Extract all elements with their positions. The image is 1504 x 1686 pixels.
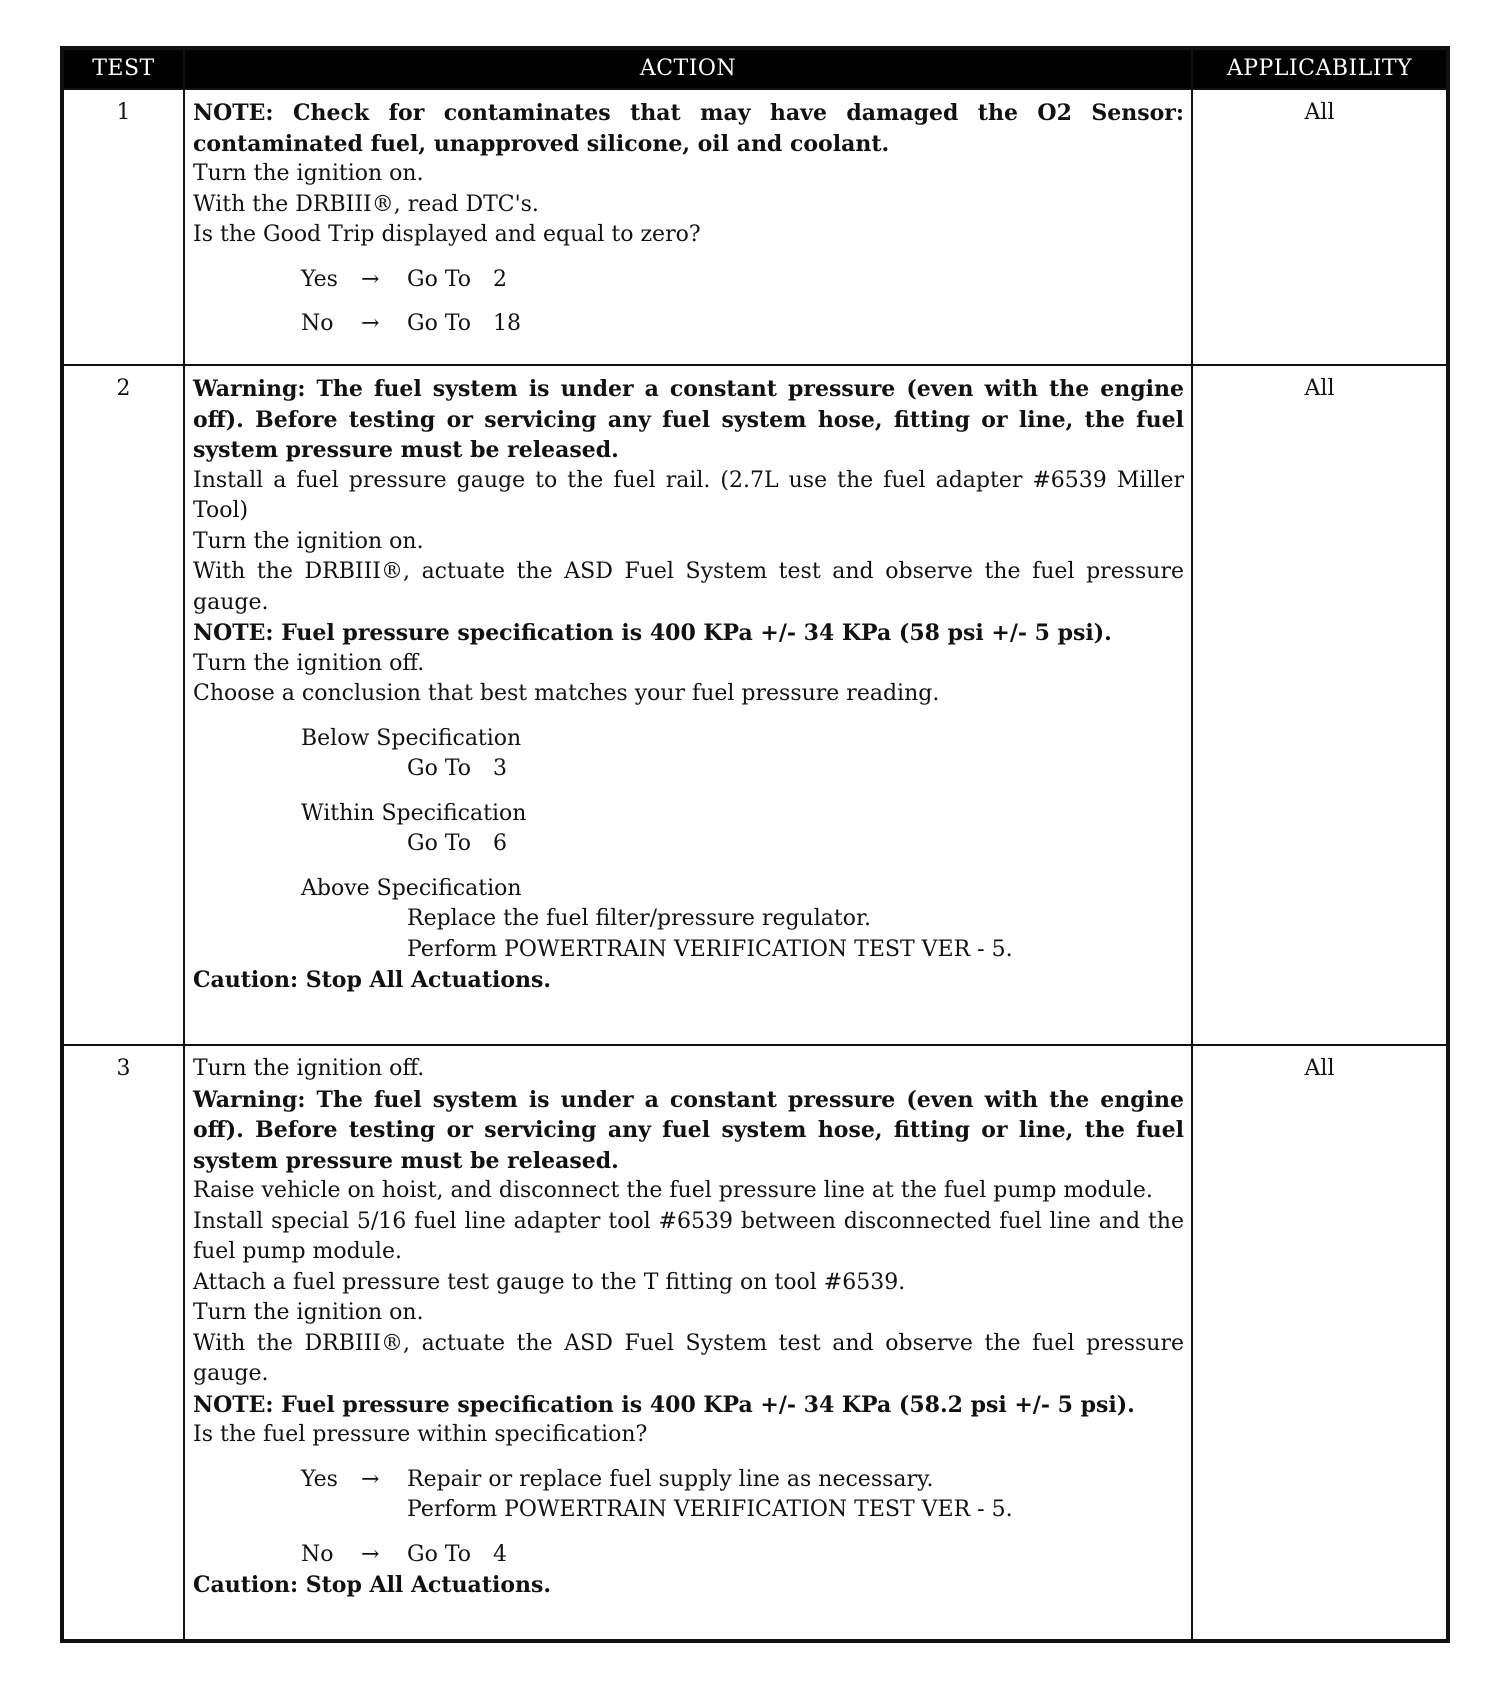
table-header-row [62, 48, 1448, 89]
arrow-icon: → [361, 266, 380, 292]
action-cell [184, 89, 1192, 365]
diagnostic-table [60, 46, 1450, 1643]
header-applicability: APPLICABILITY [1192, 48, 1448, 89]
warning-text: Warning: The fuel system is under a constant pressure (even with the engine off). Before testing or servicing any fuel system hose, fitting or line, the fuel system pressure must be released. [193, 1086, 1184, 1174]
test-number: 3 [62, 1045, 184, 1641]
test-number: 2 [62, 365, 184, 1045]
yes-label: Yes [301, 1466, 338, 1492]
action-line: Attach a fuel pressure test gauge to the T fitting on tool #6539. [193, 1269, 906, 1295]
action-line: Turn the ignition on. [193, 1300, 424, 1325]
action-line: Install special 5/16 fuel line adapter tool #6539 between disconnected fuel line and the fuel pump module. [193, 1208, 1184, 1264]
action-line: Turn the ignition on. [193, 161, 424, 186]
action-line: Install a fuel pressure gauge to the fuel rail. (2.7L use the fuel adapter #6539 Miller Tool) [193, 467, 1184, 523]
note-text: NOTE: Check for contaminates that may have damaged the O2 Sensor: contaminated fuel, unapproved silicone, oil and coolant. [193, 100, 1184, 157]
applicability-value: All [1192, 1045, 1448, 1641]
table-row-test-1 [62, 89, 1448, 365]
response-no [193, 1540, 1184, 1571]
goto-label: Go To [407, 311, 472, 336]
goto-target: 2 [493, 266, 507, 292]
action-line: With the DRBIII®, read DTC's. [193, 191, 539, 217]
goto-target: 3 [493, 756, 507, 781]
no-label: No [301, 1541, 334, 1567]
applicability-value: All [1192, 365, 1448, 1045]
action-line: Raise vehicle on hoist, and disconnect the fuel pressure line at the fuel pump module. [193, 1178, 1153, 1203]
note-text: NOTE: Fuel pressure specification is 400 KPa +/- 34 KPa (58.2 psi +/- 5 psi). [193, 1391, 1135, 1418]
action-cell [184, 365, 1192, 1045]
action-line: Turn the ignition off. [193, 650, 425, 676]
test-number: 1 [62, 89, 184, 365]
action-line: Is the fuel pressure within specification? [193, 1422, 648, 1447]
action-line: Turn the ignition off. [193, 1056, 425, 1081]
goto-label: Go To [407, 266, 472, 292]
response-yes [193, 1465, 1184, 1526]
conclusion-label: Within Specification [301, 800, 527, 826]
goto-target: 18 [493, 311, 521, 336]
action-line: Is the Good Trip displayed and equal to zero? [193, 222, 701, 247]
arrow-icon: → [361, 1466, 380, 1492]
caution-text: Caution: Stop All Actuations. [193, 1572, 552, 1598]
caution-text: Caution: Stop All Actuations. [193, 967, 552, 993]
conclusion-above [193, 874, 1184, 905]
response-yes [193, 265, 1184, 296]
applicability-value: All [1192, 89, 1448, 365]
conclusion-within [193, 799, 1184, 830]
arrow-icon: → [361, 311, 380, 336]
conclusion-label: Below Specification [301, 725, 522, 751]
conclusion-action: Perform POWERTRAIN VERIFICATION TEST VER - 5. [407, 936, 1013, 962]
response-no [193, 309, 1184, 340]
goto-label: Go To [407, 831, 472, 856]
action-cell [184, 1045, 1192, 1641]
conclusion-label: Above Specification [301, 875, 522, 901]
action-line: Choose a conclusion that best matches your fuel pressure reading. [193, 681, 940, 706]
action-line: Turn the ignition on. [193, 528, 424, 554]
header-test: TEST [62, 48, 184, 89]
warning-text: Warning: The fuel system is under a constant pressure (even with the engine off). Before testing or servicing any fuel system hose, fitting or line, the fuel system pressure must be released. [193, 376, 1184, 463]
action-line: With the DRBIII®, actuate the ASD Fuel System test and observe the fuel pressure gauge. [193, 559, 1184, 615]
goto-target: 4 [493, 1541, 507, 1567]
arrow-icon: → [361, 1541, 380, 1567]
note-text: NOTE: Fuel pressure specification is 400 KPa +/- 34 KPa (58 psi +/- 5 psi). [193, 620, 1112, 646]
goto-label: Go To [407, 1541, 472, 1567]
yes-label: Yes [301, 266, 338, 292]
yes-action: Perform POWERTRAIN VERIFICATION TEST VER - 5. [407, 1497, 1013, 1522]
goto-target: 6 [493, 831, 507, 856]
goto-label: Go To [407, 756, 472, 781]
conclusion-below [193, 724, 1184, 755]
table-row-test-2 [62, 365, 1448, 1045]
table-row-test-3 [62, 1045, 1448, 1641]
action-line: With the DRBIII®, actuate the ASD Fuel System test and observe the fuel pressure gauge. [193, 1330, 1184, 1386]
conclusion-action: Replace the fuel filter/pressure regulator. [407, 906, 872, 931]
no-label: No [301, 311, 334, 336]
header-action: ACTION [184, 48, 1192, 89]
yes-action: Repair or replace fuel supply line as necessary. [407, 1466, 934, 1492]
diagnostic-page [60, 46, 1446, 1643]
